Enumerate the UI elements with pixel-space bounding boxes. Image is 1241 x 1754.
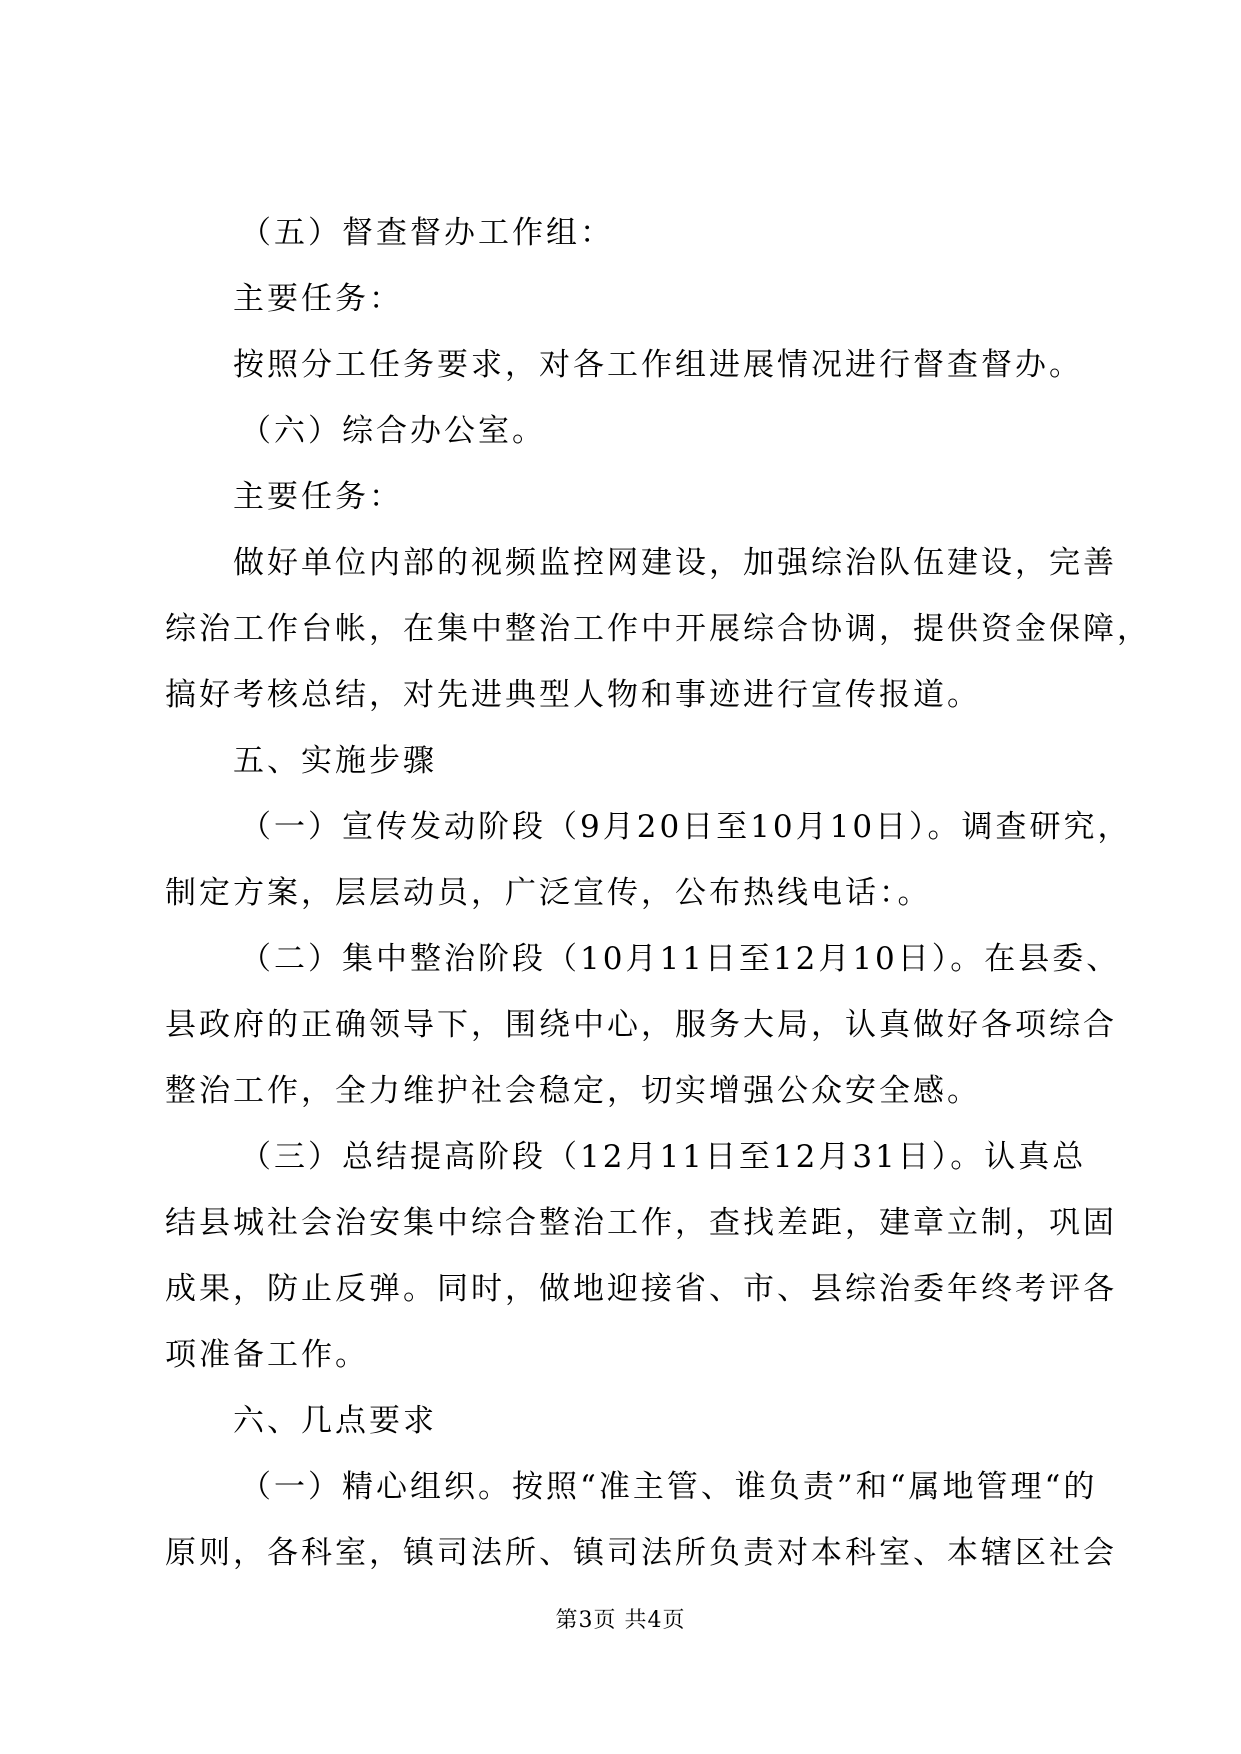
paragraph-line: 项准备工作。 <box>165 1337 369 1373</box>
paragraph-line: （一）宣传发动阶段（9月20日至10月10日）。调查研究， <box>240 809 1132 845</box>
paragraph-line: 综治工作台帐，在集中整治工作中开展综合协调，提供资金保障， <box>165 611 1151 647</box>
section-heading-supervision-group: （五）督查督办工作组： <box>240 215 614 251</box>
page-number-footer: 第3页 共4页 <box>555 1608 686 1633</box>
paragraph-line: 县政府的正确领导下，围绕中心，服务大局，认真做好各项综合 <box>165 1007 1117 1043</box>
main-task-label: 主要任务： <box>233 479 403 515</box>
section-heading-general-office: （六）综合办公室。 <box>240 413 546 449</box>
paragraph-line: 原则，各科室，镇司法所、镇司法所负责对本科室、本辖区社会 <box>165 1535 1117 1571</box>
paragraph-line: 制定方案，层层动员，广泛宣传，公布热线电话：。 <box>165 875 932 911</box>
paragraph-line: 成果，防止反弹。同时，做地迎接省、市、县综治委年终考评各 <box>165 1271 1117 1307</box>
section-heading-requirements: 六、几点要求 <box>233 1403 437 1439</box>
paragraph-line: （一）精心组织。按照“准主管、谁负责”和“属地管理“的 <box>240 1469 1098 1505</box>
main-task-label: 主要任务： <box>233 281 403 317</box>
paragraph-line: （三）总结提高阶段（12月11日至12月31日）。认真总 <box>240 1139 1087 1175</box>
section-heading-steps: 五、实施步骤 <box>233 743 437 779</box>
paragraph-line: 做好单位内部的视频监控网建设，加强综治队伍建设，完善 <box>233 545 1117 581</box>
paragraph-line: 搞好考核总结，对先进典型人物和事迹进行宣传报道。 <box>165 677 981 713</box>
paragraph-line: 整治工作，全力维护社会稳定，切实增强公众安全感。 <box>165 1073 981 1109</box>
paragraph-line: 按照分工任务要求，对各工作组进展情况进行督查督办。 <box>233 347 1083 383</box>
paragraph-line: 结县城社会治安集中综合整治工作，查找差距，建章立制，巩固 <box>165 1205 1117 1241</box>
paragraph-line: （二）集中整治阶段（10月11日至12月10日）。在县委、 <box>240 941 1121 977</box>
